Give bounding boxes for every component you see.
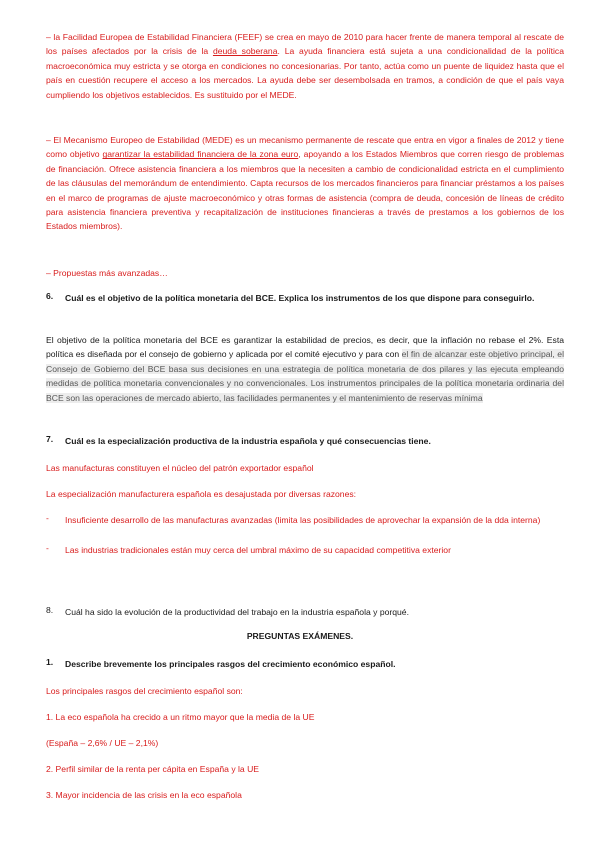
q6-answer-plain: El objetivo de la política monetaria del BCE es garantizar la estabilidad de precios, es decir, que la inflación no rebase el 2%. Esta política es diseñada por el consejo de gobierno y aplicada por el comité ejecutivo y para con	[46, 335, 564, 360]
e1-line-3: 3. Mayor incidencia de las crisis en la eco española	[46, 790, 242, 800]
mede-link-estabilidad[interactable]: garantizar la estabilidad financiera de la zona euro	[102, 149, 299, 160]
q7-bullet-2: Las industrias tradicionales están muy cerca del umbral máximo de su capacidad competitiva exterior	[65, 545, 451, 555]
bullet-dash: -	[46, 513, 49, 523]
bullet-dash: -	[46, 543, 49, 553]
feef-link-deuda-soberana[interactable]: deuda soberana	[212, 46, 278, 57]
q7-bullet-1: Insuficiente desarrollo de las manufacturas avanzadas (limita las posibilidades de aprovechar la expansión de la dda interna)	[65, 515, 541, 525]
mede-paragraph	[46, 133, 564, 234]
e1-line-1: 1. La eco española ha crecido a un ritmo mayor que la media de la UE	[46, 712, 315, 722]
e1-line-2: 2. Perfil similar de la renta per cápita en España y la UE	[46, 764, 260, 774]
e1-line-figures: (España – 2,6% / UE – 2,1%)	[46, 738, 159, 748]
q8-number: 8.	[46, 605, 54, 615]
propuestas-line: – Propuestas más avanzadas…	[46, 268, 168, 278]
mede-text-start: – El Mecanismo Europeo de Estabilidad (MEDE) es un mecanismo permanente de rescate que entra en vigor a finales de 2012 y tiene como objetivo	[46, 135, 564, 160]
feef-paragraph	[46, 30, 564, 102]
q7-paragraph-2: La especialización manufacturera española es desajustada por diversas razones:	[46, 489, 357, 499]
q6-answer-highlighted: el fin de alcanzar este objetivo principal, el Consejo de Gobierno del BCE basa sus decisiones en una estrategia de política monetaria de dos pilares y las ejecuta empleando medidas de política monetaria convencionales y no convencionales. Los instrumentos principales de la política monetaria ordinaria del BCE son las operaciones de mercado abierto, las facilidades permanentes y el mantenimiento de reservas mínima	[46, 349, 565, 403]
e1-line-intro: Los principales rasgos del crecimiento español son:	[46, 686, 243, 696]
q8-question: Cuál ha sido la evolución de la productividad del trabajo en la industria española y porqué.	[65, 607, 409, 617]
q6-question: Cuál es el objetivo de la política monetaria del BCE. Explica los instrumentos de los que dispone para conseguirlo.	[65, 293, 535, 303]
q6-number: 6.	[46, 291, 54, 301]
q7-number: 7.	[46, 434, 54, 444]
q6-answer	[46, 333, 564, 405]
feef-text-start: – la Facilidad Europea de Estabilidad Financiera (FEEF) se crea en mayo de 2010 para hacer frente de manera temporal al rescate de los países afectados por la crisis de la	[46, 32, 564, 57]
mede-text-end: , apoyando a los Estados Miembros que corren riesgo de problemas de financiación. Ofrece asistencia financiera a los miembros que la necesiten a cambio de condicionalidad estricta en el cumplimiento de las cláusulas del memorándum de entendimiento. Capta recursos de los mercados financieros para financiar préstamos a los países en el marco de programas de ajuste macroeconómico y otras formas de asistencia (compra de deuda, concesión de líneas de crédito para asistencia financiera preventiva y recapitalización de instituciones financieras a través de prestamos a los gobiernos de los Estados miembros).	[46, 149, 564, 232]
e1-question: Describe brevemente los principales rasgos del crecimiento económico español.	[65, 659, 396, 669]
q7-paragraph-1: Las manufacturas constituyen el núcleo del patrón exportador español	[46, 463, 314, 473]
q7-question: Cuál es la especialización productiva de la industria española y qué consecuencias tiene.	[65, 436, 431, 446]
feef-text-end: . La ayuda financiera está sujeta a una condicionalidad de la política macroeconómica muy estricta y se otorga en condiciones no concesionarias. Por tanto, actúa como un puente de liquidez hasta que el país en cuestión recupere el acceso a los mercados. La ayuda debe ser desembolsada en tramos, a condición de que el país vaya cumpliendo los objetivos establecidos. Es sustituido por el MEDE.	[46, 46, 564, 100]
e1-number: 1.	[46, 657, 54, 667]
section-title: PREGUNTAS EXÁMENES.	[246, 631, 354, 641]
